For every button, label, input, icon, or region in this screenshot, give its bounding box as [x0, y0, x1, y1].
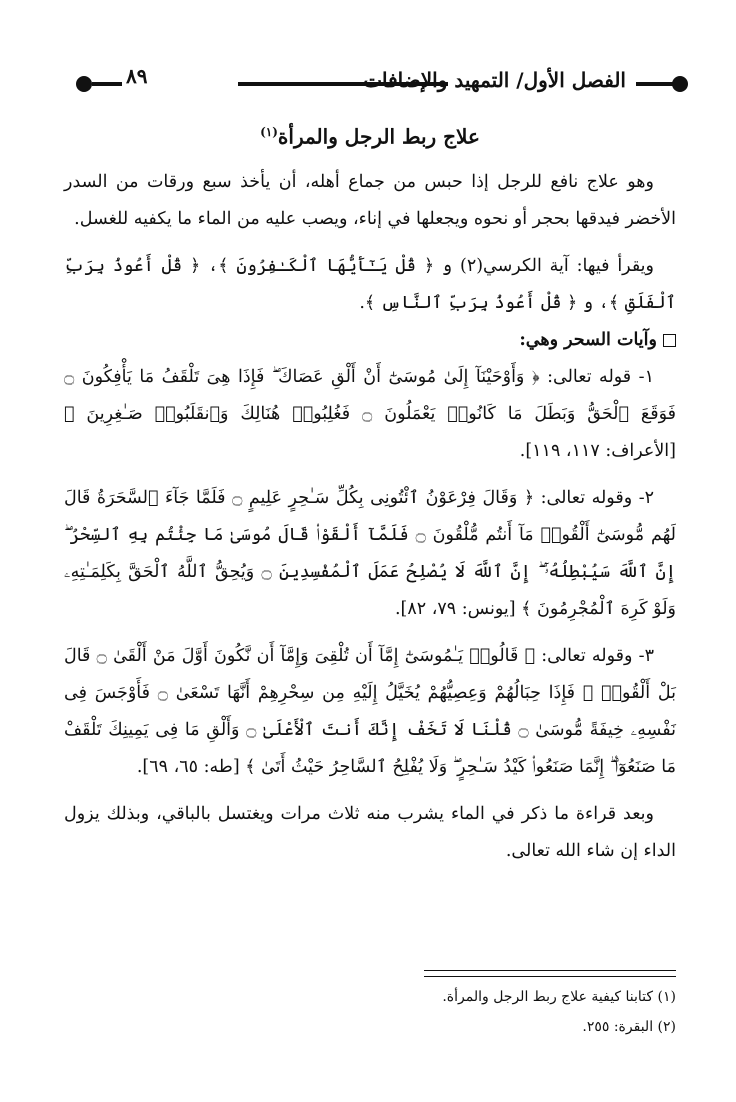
section-title: [64, 114, 676, 156]
footnote-2: (٢) البقرة: ٢٥٥.: [582, 1019, 676, 1035]
page-header: [80, 66, 680, 100]
header-right-dot: [672, 76, 688, 92]
footnote-divider: [424, 970, 676, 977]
paragraph-closing: وبعد قراءة ما ذكر في الماء يشرب منه ثلاث مرات ويغتسل بالباقي، وبذلك يزول الداء إن شاء الله تعالى.: [64, 803, 676, 861]
section-heading: [64, 322, 676, 359]
header-left-dot: [76, 76, 92, 92]
page-number: ٨٩: [126, 64, 148, 88]
footnote-ref: (١): [260, 125, 278, 139]
footnote-1: (١) كتابنا كيفية علاج ربط الرجل والمرأة.: [442, 989, 676, 1005]
header-rule: [636, 82, 674, 86]
verse-block-3: ٣- وقوله تعالى: ﴿ قَالُوا۟ يَـٰمُوسَىٰٓ إِمَّآ أَن تُلْقِىَ وَإِمَّآ أَن نَّكُونَ أَوَّلَ مَنْ أَلْقَىٰ ۝ قَالَ بَلْ أَلْقُوا۟ ۖ فَإِذَا حِبَالُهُمْ وَعِصِيُّهُمْ يُخَيَّلُ إِلَيْهِ مِن سِحْرِهِمْ أَنَّهَا تَسْعَىٰ ۝ فَأَوْجَسَ فِى نَفْسِهِۦ خِيفَةً مُّوسَىٰ ۝ قُلْنَا لَا تَخَفْ إِنَّكَ أَنتَ ٱلْأَعْلَىٰ ۝ وَأَلْقِ مَا فِى يَمِينِكَ تَلْقَفْ مَا صَنَعُوٓا۟ ۖ إِنَّمَا صَنَعُوا۟ كَيْدُ سَـٰحِرٍ ۖ وَلَا يُفْلِحُ ٱلسَّاحِرُ حَيْثُ أَتَىٰ ﴾ [طه: ٦٥، ٦٩].: [64, 645, 676, 777]
paragraph-intro: وهو علاج نافع للرجل إذا حبس من جماع أهله، أن يأخذ سبع ورقات من السدر الأخضر فيدقها بحجر أو نحوه ويجعلها في إناء، ويصب عليه من الماء ما يكفيه للغسل.: [64, 171, 676, 229]
page-body: [64, 110, 676, 870]
chapter-title: الفصل الأول/ التمهيد والإضافات: [363, 68, 626, 92]
footnotes: [64, 982, 676, 1042]
header-rule: [92, 82, 122, 86]
verse-block-2: ٢- وقوله تعالى: ﴿ وَقَالَ فِرْعَوْنُ ٱئْتُونِى بِكُلِّ سَـٰحِرٍ عَلِيمٍ ۝ فَلَمَّا جَآءَ ٱلسَّحَرَةُ قَالَ لَهُم مُّوسَىٰٓ أَلْقُوا۟ مَآ أَنتُم مُّلْقُونَ ۝ فَلَمَّآ أَلْقَوْا۟ قَالَ مُوسَىٰ مَا جِئْتُم بِهِ ٱلسِّحْرُ ۖ إِنَّ ٱللَّهَ سَيُبْطِلُهُۥٓ ۖ إِنَّ ٱللَّهَ لَا يُصْلِحُ عَمَلَ ٱلْمُفْسِدِينَ ۝ وَيُحِقُّ ٱللَّهُ ٱلْحَقَّ بِكَلِمَـٰتِهِۦ وَلَوْ كَرِهَ ٱلْمُجْرِمُونَ ﴾ [يونس: ٧٩، ٨٢].: [64, 487, 676, 619]
checkbox-square-icon: [663, 334, 676, 347]
paragraph-reading: ويقرأ فيها: آية الكرسي(٢) و ﴿ قُلْ يَـٰٓأَيُّهَا ٱلْكَـٰفِرُونَ ﴾، ﴿ قُلْ أَعُوذُ بِرَبِّ ٱلْفَلَقِ ﴾، و ﴿ قُلْ أَعُوذُ بِرَبِّ ٱلنَّاسِ ﴾.: [64, 255, 676, 313]
verse-block-1: ١- قوله تعالى: ﴿ وَأَوْحَيْنَآ إِلَىٰ مُوسَىٰٓ أَنْ أَلْقِ عَصَاكَ ۖ فَإِذَا هِىَ تَلْقَفُ مَا يَأْفِكُونَ ۝ فَوَقَعَ ٱلْحَقُّ وَبَطَلَ مَا كَانُوا۟ يَعْمَلُونَ ۝ فَغُلِبُوا۟ هُنَالِكَ وَٱنقَلَبُوا۟ صَـٰغِرِينَ ﴾ [الأعراف: ١١٧، ١١٩].: [64, 366, 676, 461]
section-heading-text: وآيات السحر وهي:: [519, 329, 657, 350]
section-title-text: علاج ربط الرجل والمرأة: [277, 124, 480, 149]
